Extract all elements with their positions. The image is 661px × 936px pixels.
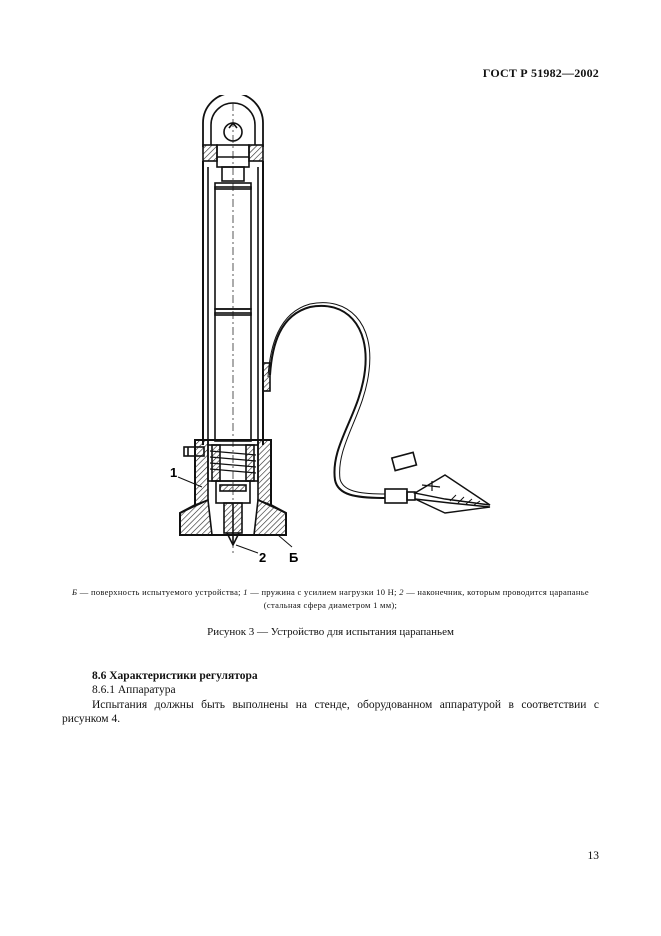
legend-text-spring: — пружина с усилием нагрузки 10 Н; [247, 587, 400, 597]
legend-text-surface: — поверхность испытуемого устройства; [77, 587, 244, 597]
legend-text-tip: — наконечник, которым проводится царапанье (стальная сфера диаметром 1 мм); [263, 587, 589, 610]
body-paragraph: Испытания должны быть выполнены на стенде, оборудованном аппаратурой в соответствии с рисунком 4. [62, 699, 599, 725]
scratch-test-device-figure [160, 95, 500, 565]
legend-key-surface: Б [72, 587, 78, 597]
figure-caption: Рисунок 3 — Устройство для испытания царапаньем [207, 626, 454, 638]
legend-key-spring: 1 [243, 587, 248, 597]
legend-key-tip: 2 [399, 587, 404, 597]
subsection-title: 8.6.1 Аппаратура [92, 684, 176, 696]
document-header: ГОСТ Р 51982—2002 [482, 66, 599, 80]
callout-1: 1 [170, 465, 178, 480]
page-number: 13 [587, 850, 599, 862]
device-drawing [160, 95, 500, 565]
callout-2: 2 [259, 550, 267, 565]
section-title: 8.6 Характеристики регулятора [92, 670, 258, 682]
figure-legend [62, 586, 599, 612]
callout-b: Б [289, 550, 299, 565]
